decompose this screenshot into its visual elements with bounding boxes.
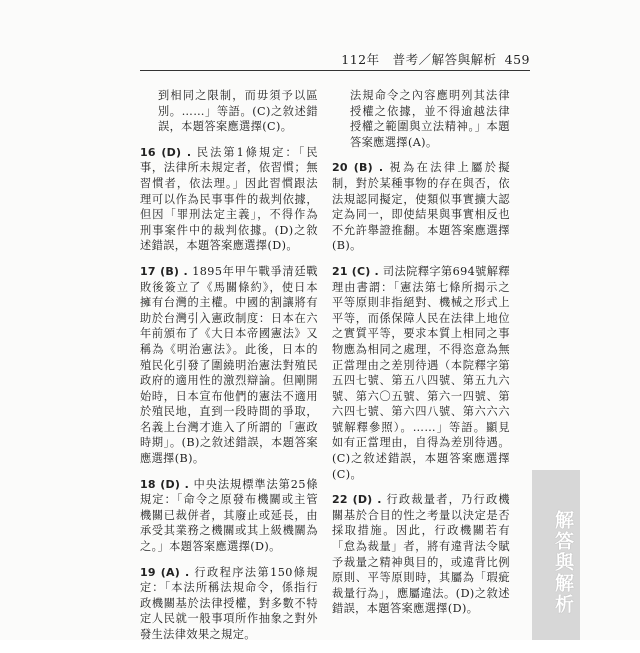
entry-text: 民法第1條規定：「民事，法律所未規定者，依習慣；無習慣者，依法理。」因此習慣跟法理可以作為民事事件的裁判依據，但因「罪刑法定主義」，不得作為刑事案件中的裁判依據。(D)之敘述錯誤，本題答案應選擇(D)。 <box>140 145 318 253</box>
entry-number: 22 (D) . <box>332 493 382 507</box>
entry-number: 17 (B) . <box>140 264 188 278</box>
answer-entry-22 <box>332 492 510 617</box>
answer-entry-15-continued <box>140 88 318 135</box>
entry-text: 視為在法律上屬於擬制，對於某種事物的存在與否，依法規認同擬定，使類似事實擴大認定為同一，即使結果與事實相反也不允許舉證推翻。本題答案應選擇(B)。 <box>332 161 510 253</box>
entry-text: 行政裁量者，乃行政機關基於合目的性之考量以決定是否採取措施。因此，行政機關若有「怠為裁量」者，將有違背法令賦予裁量之精神與目的，或違背比例原則、平等原則時，其屬為「瑕疵裁量行為」，應屬違法。(D)之敘述錯誤，本題答案應選擇(D)。 <box>332 493 510 616</box>
entry-number: 16 (D) . <box>140 145 192 159</box>
entry-text: 司法院釋字第694號解釋理由書謂：「憲法第七條所揭示之平等原則非指絕對、機械之形式上平等，而係保障人民在法律上地位之實質平等，要求本質上相同之事物應為相同之處理，不得恣意為無正當理由之差別待遇（本院釋字第五四七號、第五八四號、第五九六號、第六〇五號、第六一四號、第六四七號、第六四八號、第六六六號解釋參照）。……」等語。顯見如有正當理由，自得為差別待遇。(C)之敘述錯誤，本題答案應選擇(C)。 <box>332 264 510 481</box>
header-rule <box>140 70 530 71</box>
entry-text: 中央法規標準法第25條規定：「命令之原發布機關或主管機關已裁併者，其廢止或延長，由承受其業務之機關或其上級機關為之。」本題答案應選擇(D)。 <box>140 477 318 554</box>
section-thumb-label: 解答與解析 <box>552 510 574 615</box>
answer-entry-16 <box>140 145 318 254</box>
entry-text: 到相同之限制，而毋須予以區別。……」等語。(C)之敘述錯誤，本題答案應選擇(C)。 <box>158 89 318 134</box>
entry-number: 21 (C) . <box>332 264 379 278</box>
running-header <box>330 50 530 68</box>
answer-entry-19-continued <box>332 88 510 150</box>
answer-entry-20 <box>332 160 510 254</box>
answer-entry-19 <box>140 565 318 643</box>
entry-number: 18 (D) . <box>140 477 190 491</box>
entry-text: 法規命令之內容應明列其法律授權之依據，並不得逾越法律授權之範圍與立法精神。」本題答案應選擇(A)。 <box>350 89 510 149</box>
header-title: 112年 普考／解答與解析 <box>341 52 497 67</box>
answer-entry-18 <box>140 477 318 555</box>
left-column <box>140 88 318 653</box>
entry-number: 20 (B) . <box>332 161 384 175</box>
page-number: 459 <box>504 52 530 67</box>
answer-entry-17 <box>140 264 318 467</box>
answer-entry-21 <box>332 264 510 482</box>
entry-number: 19 (A) . <box>140 565 190 579</box>
entry-text: 行政程序法第150條規定：「本法所稱法規命令，係指行政機關基於法律授權，對多數不特定人民就一般事項所作抽象之對外發生法律效果之規定。 <box>140 565 318 641</box>
entry-text: 1895年甲午戰爭清廷戰敗後簽立了《馬關條約》，使日本擁有台灣的主權。中國的割讓將有助於台灣引入憲政制度：日本在六年前頒布了《大日本帝國憲法》又稱為《明治憲法》。此後，日本的殖民化引發了圍繞明治憲法對殖民政府的適用性的激烈辯論。但剛開始時，日本宣布他們的憲法不適用於殖民地，直到一段時間的爭取，名義上台灣才進入了所謂的「憲政時期」。(B)之敘述錯誤，本題答案應選擇(B)。 <box>140 264 318 466</box>
right-column <box>332 88 510 627</box>
